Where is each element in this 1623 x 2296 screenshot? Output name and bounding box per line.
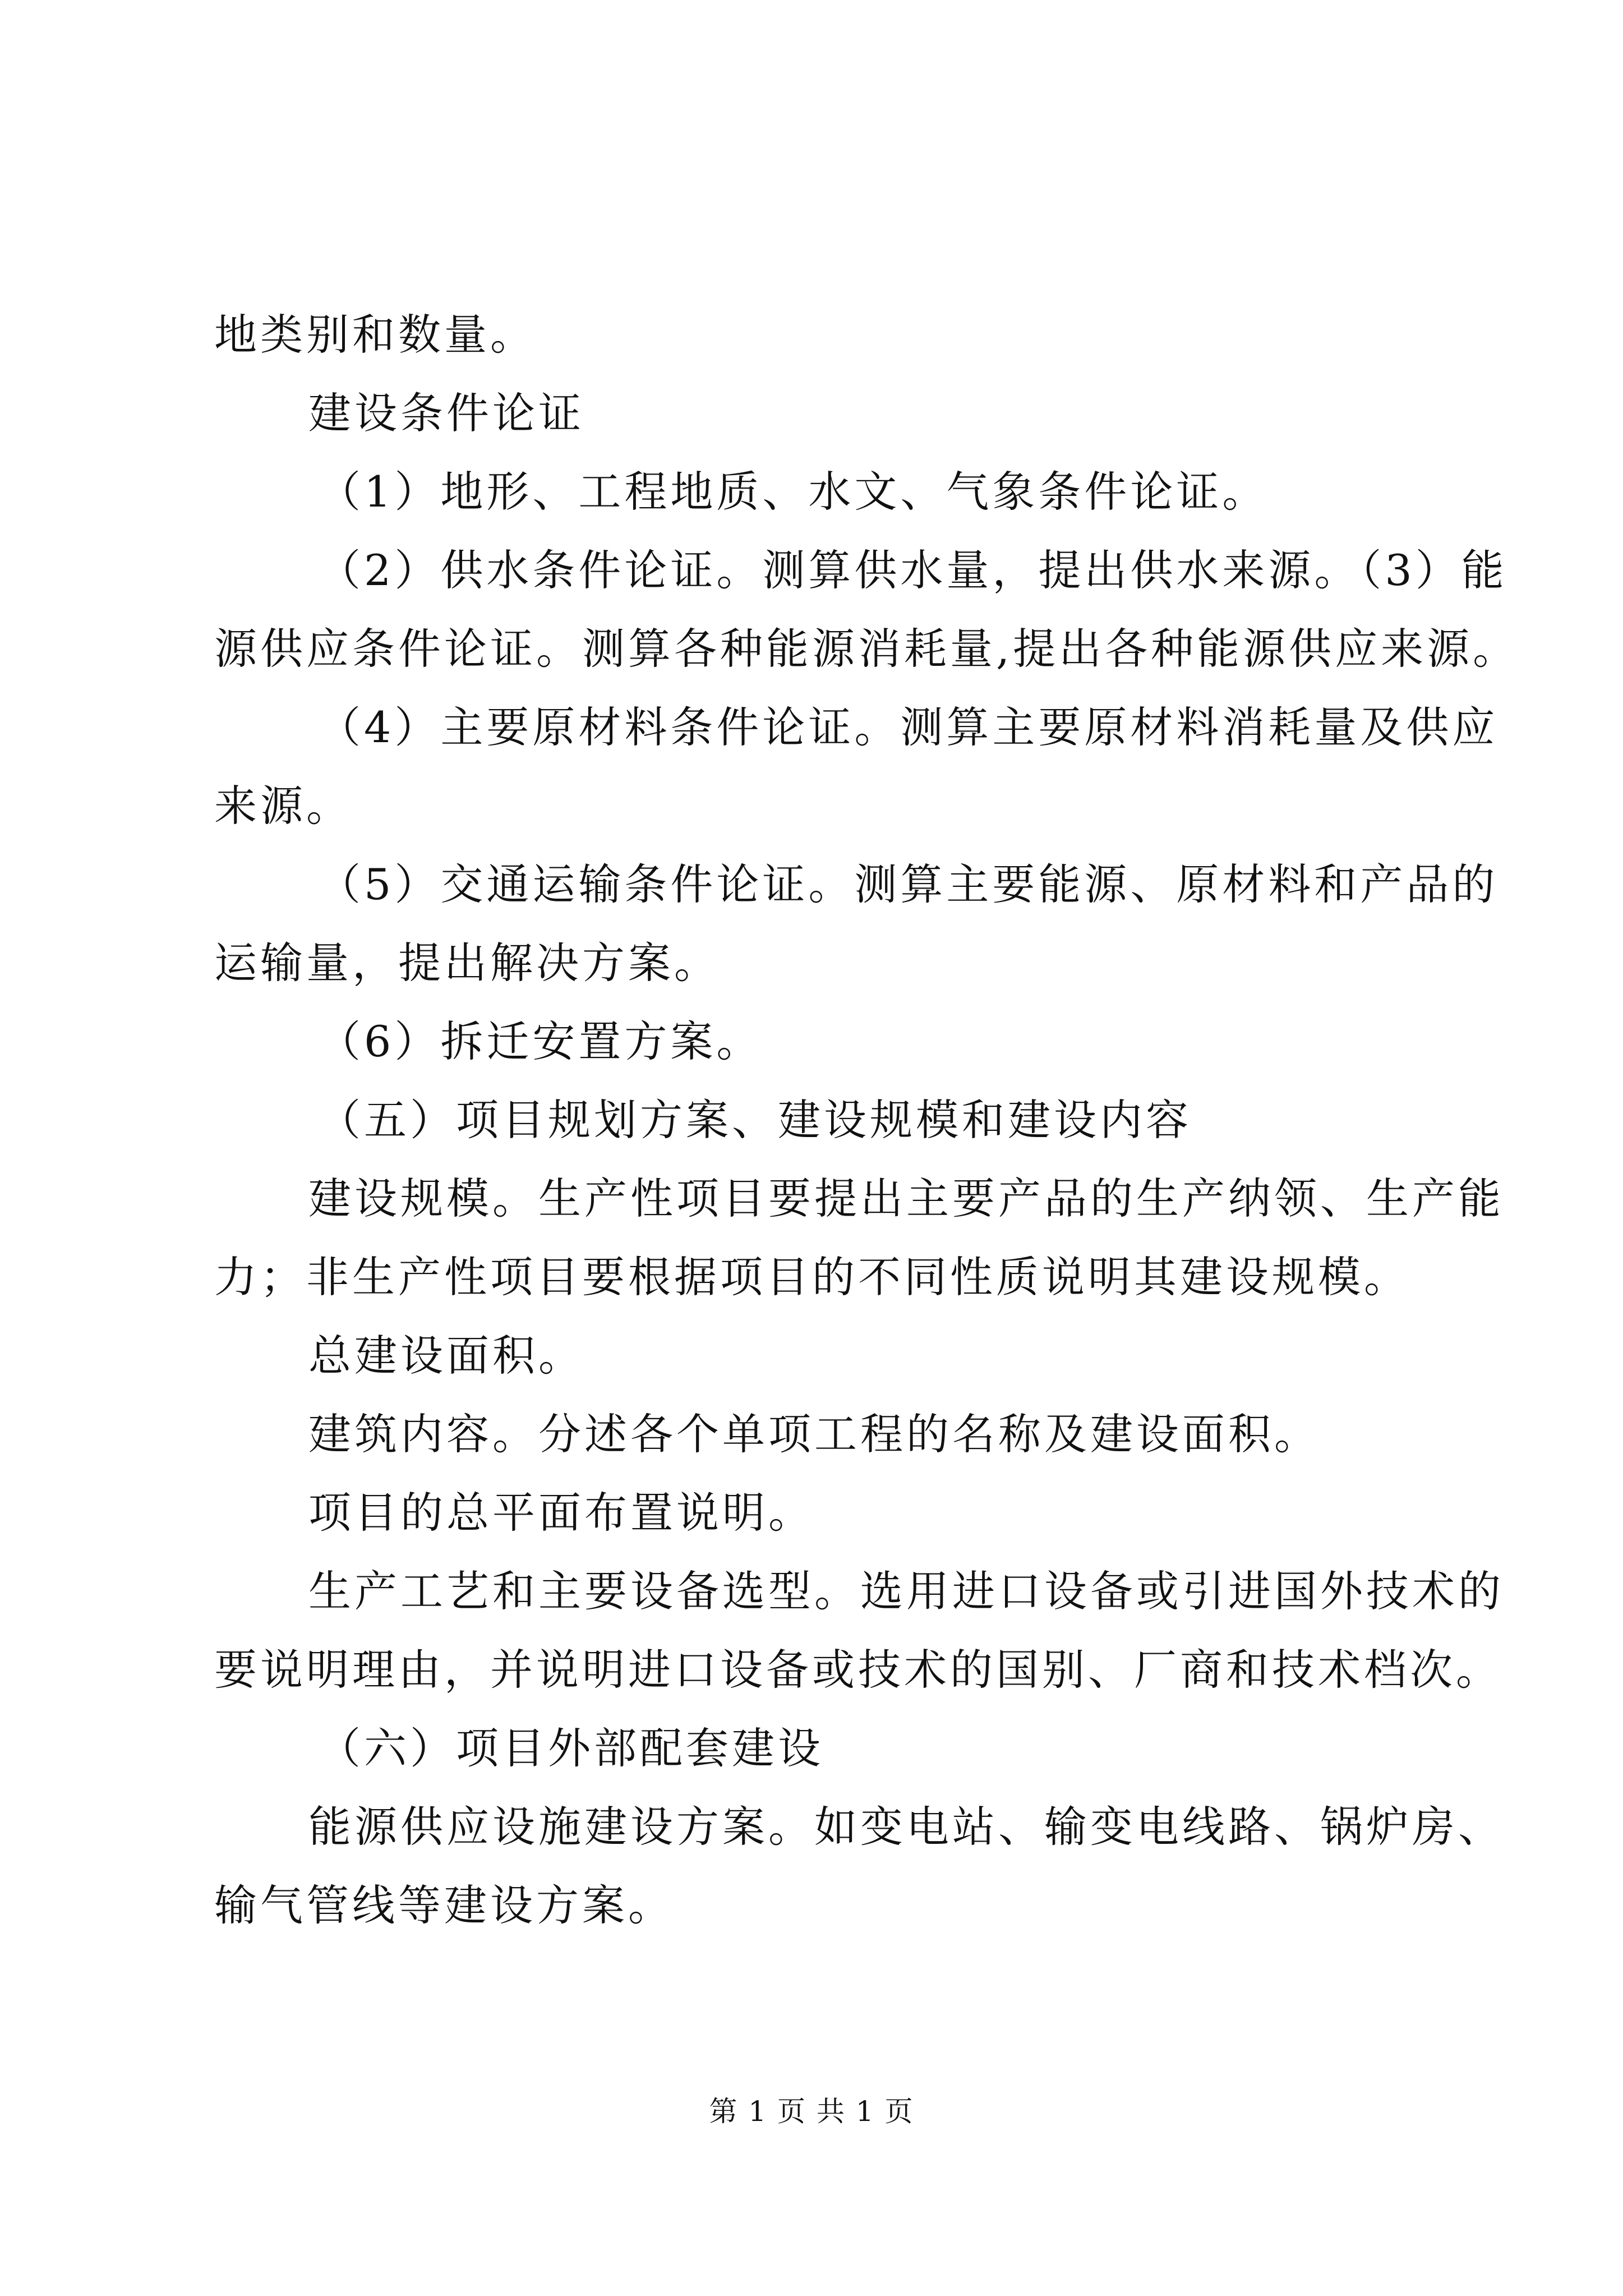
text-line: 项目的总平面布置说明。	[308, 1488, 814, 1538]
text-line: 输气管线等建设方案。	[214, 1880, 674, 1930]
text-line: （5）交通运输条件论证。测算主要能源、原材料和产品的	[318, 859, 1498, 909]
text-line: （6）拆迁安置方案。	[318, 1016, 763, 1066]
text-line: 建设规模。生产性项目要提出主要产品的生产纳领、生产能	[308, 1174, 1504, 1223]
text-line: 地类别和数量。	[214, 310, 536, 360]
text-line: 能源供应设施建设方案。如变电站、输变电线路、锅炉房、	[308, 1802, 1504, 1852]
section-heading: 建设条件论证	[308, 388, 584, 438]
text-line: 总建设面积。	[308, 1331, 584, 1381]
text-line: 运输量，提出解决方案。	[214, 938, 720, 988]
text-line: 源供应条件论证。测算各种能源消耗量,提出各种能源供应来源。	[214, 624, 1519, 674]
text-line: 来源。	[214, 781, 352, 831]
text-line: 力；非生产性项目要根据项目的不同性质说明其建设规模。	[214, 1252, 1410, 1302]
section-heading: （五）项目规划方案、建设规模和建设内容	[318, 1095, 1192, 1145]
text-line: （2）供水条件论证。测算供水量，提出供水来源。（3）能	[318, 545, 1507, 595]
text-line: 生产工艺和主要设备选型。选用进口设备或引进国外技术的	[308, 1566, 1504, 1616]
text-line: （4）主要原材料条件论证。测算主要原材料消耗量及供应	[318, 702, 1498, 752]
page-footer: 第 1 页 共 1 页	[709, 2095, 914, 2128]
text-line: （1）地形、工程地质、水文、气象条件论证。	[318, 467, 1269, 517]
document-body	[214, 296, 1519, 1945]
section-heading: （六）项目外部配套建设	[318, 1723, 824, 1773]
text-line: 要说明理由，并说明进口设备或技术的国别、厂商和技术档次。	[214, 1645, 1502, 1695]
text-line: 建筑内容。分述各个单项工程的名称及建设面积。	[308, 1409, 1320, 1459]
